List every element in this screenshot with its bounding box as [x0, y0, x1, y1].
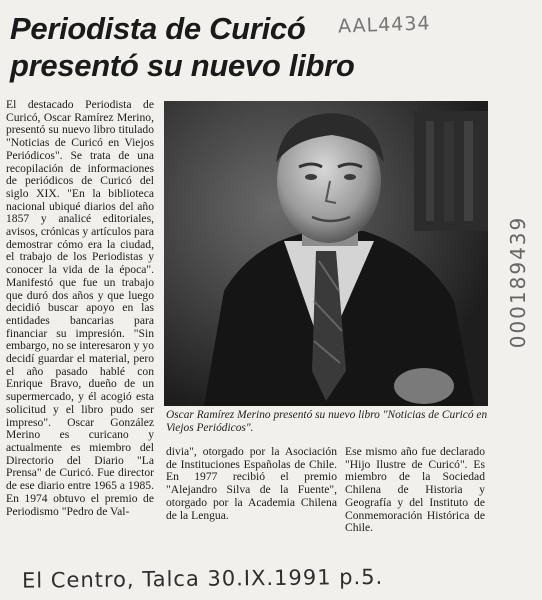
article-column-middle — [166, 446, 337, 522]
source-note-handwritten: El Centro, Talca 30.IX.1991 p.5. — [21, 564, 384, 593]
photo-caption: Oscar Ramírez Merino presentó su nuevo libro "Noticias de Curicó en Viejos Periódicos". — [166, 409, 488, 434]
article-text-left: El destacado Periodista de Curicó, Oscar Ramírez Merino, presentó su nuevo libro titulado "Noticias de Curicó en Viejos Periódicos". Se trata de una recopilación de informaciones de periódicos de Curicó del siglo XIX. "En la biblioteca nacional ubiqué diarios del año 1857 y analicé editoriales, avisos, crónicas y artículos para demostrar cómo era la ciudad, el trabajo de los Periodistas y conocer la vida de la época". Manifestó que fue un trabajo que duró dos años y que luego decidió buscar apoyo en las entidades bancarias para financiar su impresión. "Sin embargo, no se interesaron y yo decidí guardar el material, pero el año pasado hablé con Enrique Bravo, dueño de un supermercado, y él acogió esta solicitud y el libro pudo ser impreso". Oscar González Merino es curicano y actualmente es miembro del Directorio del Diario "La Prensa" de Curicó. Fue director de ese diario entre 1965 a 1985. En 1974 obtuvo el premio de Periodismo "Pedro de Val- — [6, 98, 154, 518]
article-column-left — [6, 99, 154, 518]
headline-line-2: presentó su nuevo libro — [10, 48, 355, 83]
archive-code-handwritten: AAL4434 — [337, 12, 431, 38]
article-text-middle: divia", otorgado por la Asociación de Instituciones Españolas de Chile. En 1977 recibió el premio "Alejandro Silva de la Fuente", otorgado por la Academia Chilena de la Lengua. — [166, 445, 337, 522]
portrait-photo-image — [164, 101, 488, 406]
article-column-right — [345, 446, 485, 535]
headline-line-1: Periodista de Curicó — [10, 11, 306, 46]
headline — [10, 10, 370, 84]
portrait-photo — [164, 101, 488, 406]
article-text-right: Ese mismo año fue declarado "Hijo Ilustre de Curicó". Es miembro de la Sociedad Chilena de Historia y Geografía y del Instituto de Conmemoración Histórica de Chile. — [345, 445, 485, 535]
side-number-handwritten: 000189439 — [506, 215, 530, 349]
